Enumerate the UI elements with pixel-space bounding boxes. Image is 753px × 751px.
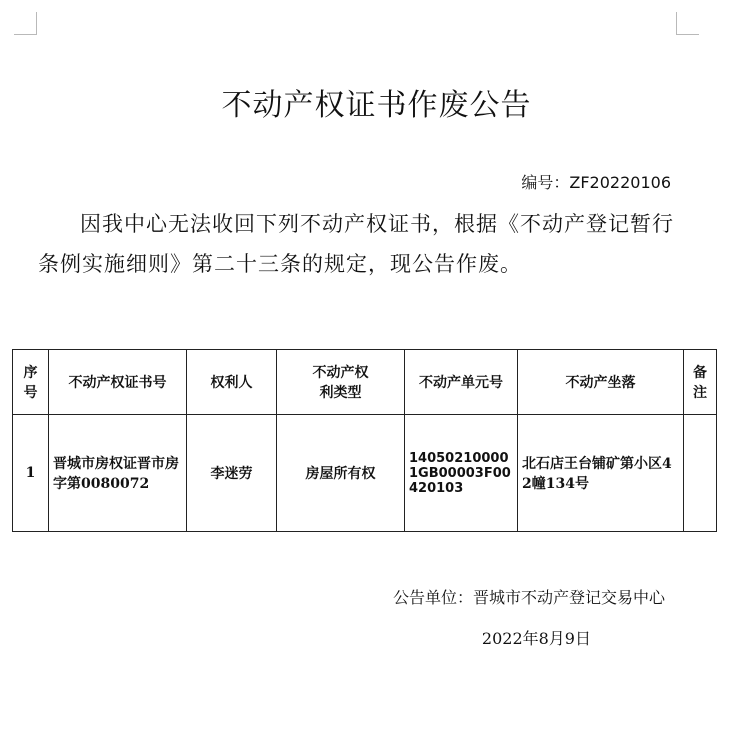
document-number: 编号：ZF20220106	[521, 173, 671, 192]
certificate-table	[12, 349, 717, 532]
header-cert: 不动产权证书号	[49, 350, 187, 415]
table-row	[13, 415, 717, 532]
cell-unit-no: 140502100001GB00003F00420103	[405, 415, 518, 532]
header-remark: 备注	[684, 350, 717, 415]
header-owner: 权利人	[187, 350, 277, 415]
page-title: 不动产权证书作废公告	[221, 88, 532, 123]
cell-owner: 李迷劳	[187, 415, 277, 532]
crop-mark-top-right	[676, 12, 699, 35]
cell-seq: 1	[13, 415, 49, 532]
header-location: 不动产坐落	[518, 350, 684, 415]
cell-right-type: 房屋所有权	[277, 415, 405, 532]
header-seq: 序号	[13, 350, 49, 415]
header-right-type: 不动产权利类型	[277, 350, 405, 415]
announcement-paragraph: 因我中心无法收回下列不动产权证书，根据《不动产登记暂行条例实施细则》第二十三条的规定，现公告作废。	[38, 212, 674, 276]
crop-mark-top-left	[14, 12, 37, 35]
cell-location: 北石店王台铺矿第小区42幢134号	[518, 415, 684, 532]
header-unit-no: 不动产单元号	[405, 350, 518, 415]
cell-cert: 晋城市房权证晋市房字第0080072	[49, 415, 187, 532]
table-header-row	[13, 350, 717, 415]
issuing-unit: 公告单位：晋城市不动产登记交易中心	[392, 588, 665, 607]
issue-date: 2022年8月9日	[481, 629, 591, 648]
cell-remark	[684, 415, 717, 532]
